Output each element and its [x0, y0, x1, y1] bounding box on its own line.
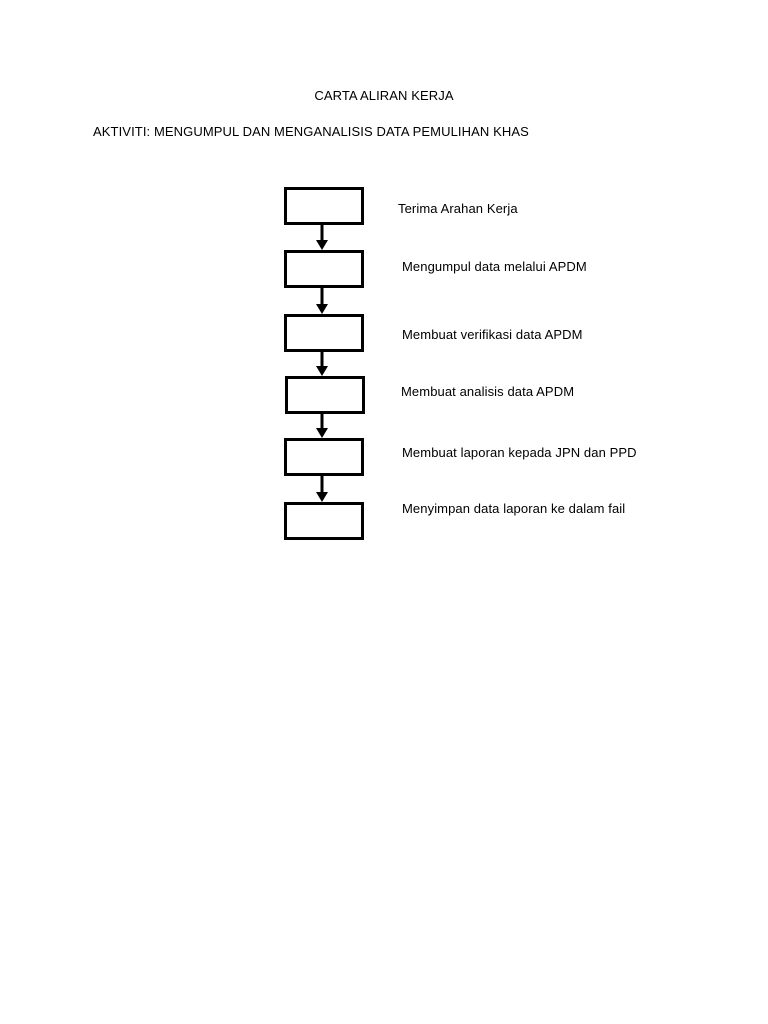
flow-box-6: [284, 502, 364, 540]
arrowhead-4-5: [316, 428, 328, 438]
arrowhead-1-2: [316, 240, 328, 250]
flow-label-5: Membuat laporan kepada JPN dan PPD: [402, 445, 637, 460]
activity-heading: AKTIVITI: MENGUMPUL DAN MENGANALISIS DATA PEMULIHAN KHAS: [93, 124, 529, 139]
page-title: CARTA ALIRAN KERJA: [314, 88, 454, 103]
flow-box-4: [285, 376, 365, 414]
flow-label-1: Terima Arahan Kerja: [398, 201, 518, 216]
flow-box-1: [284, 187, 364, 225]
flow-box-2: [284, 250, 364, 288]
flow-box-3: [284, 314, 364, 352]
flow-box-5: [284, 438, 364, 476]
arrowhead-5-6: [316, 492, 328, 502]
flow-label-4: Membuat analisis data APDM: [401, 384, 575, 399]
flow-label-6: Menyimpan data laporan ke dalam fail: [402, 501, 626, 516]
flow-label-2: Mengumpul data melalui APDM: [402, 259, 587, 274]
arrowhead-2-3: [316, 304, 328, 314]
flow-label-3: Membuat verifikasi data APDM: [402, 327, 583, 342]
arrowhead-3-4: [316, 366, 328, 376]
